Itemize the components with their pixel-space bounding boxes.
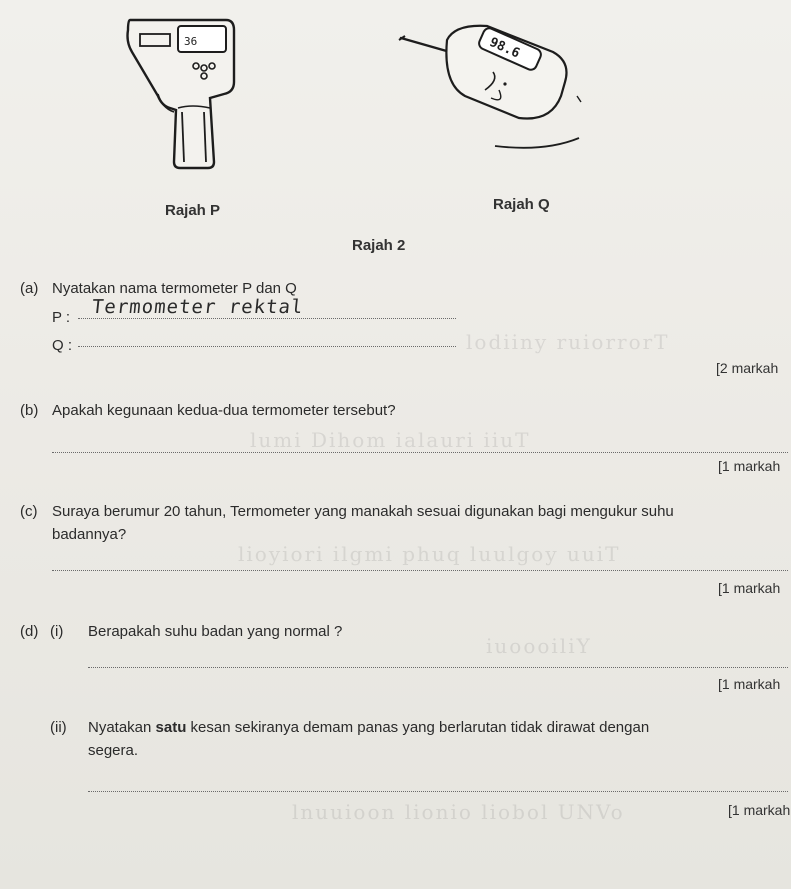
figure-caption: Rajah 2: [352, 237, 406, 254]
bleed-through-text: lodiiny ruiorrorT: [466, 330, 670, 354]
question-d-label: (d): [20, 623, 39, 640]
question-b-marks: [1 markah: [718, 458, 781, 474]
answer-p-prefix: P :: [52, 309, 71, 326]
question-c-text-line1: Suraya berumur 20 tahun, Termometer yang manakah sesuai digunakan bagi mengukur suhu: [52, 503, 674, 520]
question-a-label: (a): [20, 280, 39, 297]
figure-q-label: Rajah Q: [493, 196, 550, 213]
answer-d-i-line[interactable]: [88, 667, 788, 668]
question-d-i-label: (i): [50, 623, 64, 640]
answer-b-line[interactable]: [52, 452, 788, 453]
question-c-text-line2: badannya?: [52, 526, 127, 543]
question-c-label: (c): [20, 503, 38, 520]
bleed-through-text: iuoooiliY: [486, 634, 592, 658]
question-b-label: (b): [20, 402, 39, 419]
figure-q-display: 98.6: [487, 34, 522, 62]
figure-p-label: Rajah P: [165, 202, 221, 219]
bleed-through-text: lnuuioon lionio liobol UNVo: [292, 800, 625, 824]
question-d-i-marks: [1 markah: [718, 676, 781, 692]
answer-p-handwriting: Termometer rektal: [90, 296, 305, 318]
question-d-ii-label: (ii): [50, 719, 67, 736]
question-d-ii-marks: [1 markah: [728, 802, 791, 818]
question-a-text: Nyatakan nama termometer P dan Q: [52, 280, 297, 297]
answer-c-line[interactable]: [52, 570, 788, 571]
answer-p-line[interactable]: [78, 318, 456, 319]
answer-q-line[interactable]: [78, 346, 456, 347]
question-d-ii-text-line1: Nyatakan satu kesan sekiranya demam panas yang berlarutan tidak dirawat dengan: [88, 719, 650, 736]
question-c-marks: [1 markah: [718, 580, 781, 596]
question-b-text: Apakah kegunaan kedua-dua termometer tersebut?: [52, 402, 396, 419]
question-a-marks: [2 markah: [716, 360, 779, 376]
answer-d-ii-line[interactable]: [88, 791, 788, 792]
question-d-ii-text-line2: segera.: [88, 742, 139, 759]
figure-p-infrared-thermometer: [118, 12, 248, 177]
figure-p-display: 36: [184, 35, 198, 48]
answer-q-prefix: Q :: [52, 337, 73, 354]
bleed-through-text: lioyiori ilgmi phuq luulgoy uuiT: [238, 542, 621, 566]
question-d-i-text: Berapakah suhu badan yang normal ?: [88, 623, 343, 640]
figure-q-digital-thermometer: [395, 18, 585, 158]
bleed-through-text: lumi Dihom ialauri iiuT: [250, 428, 531, 452]
